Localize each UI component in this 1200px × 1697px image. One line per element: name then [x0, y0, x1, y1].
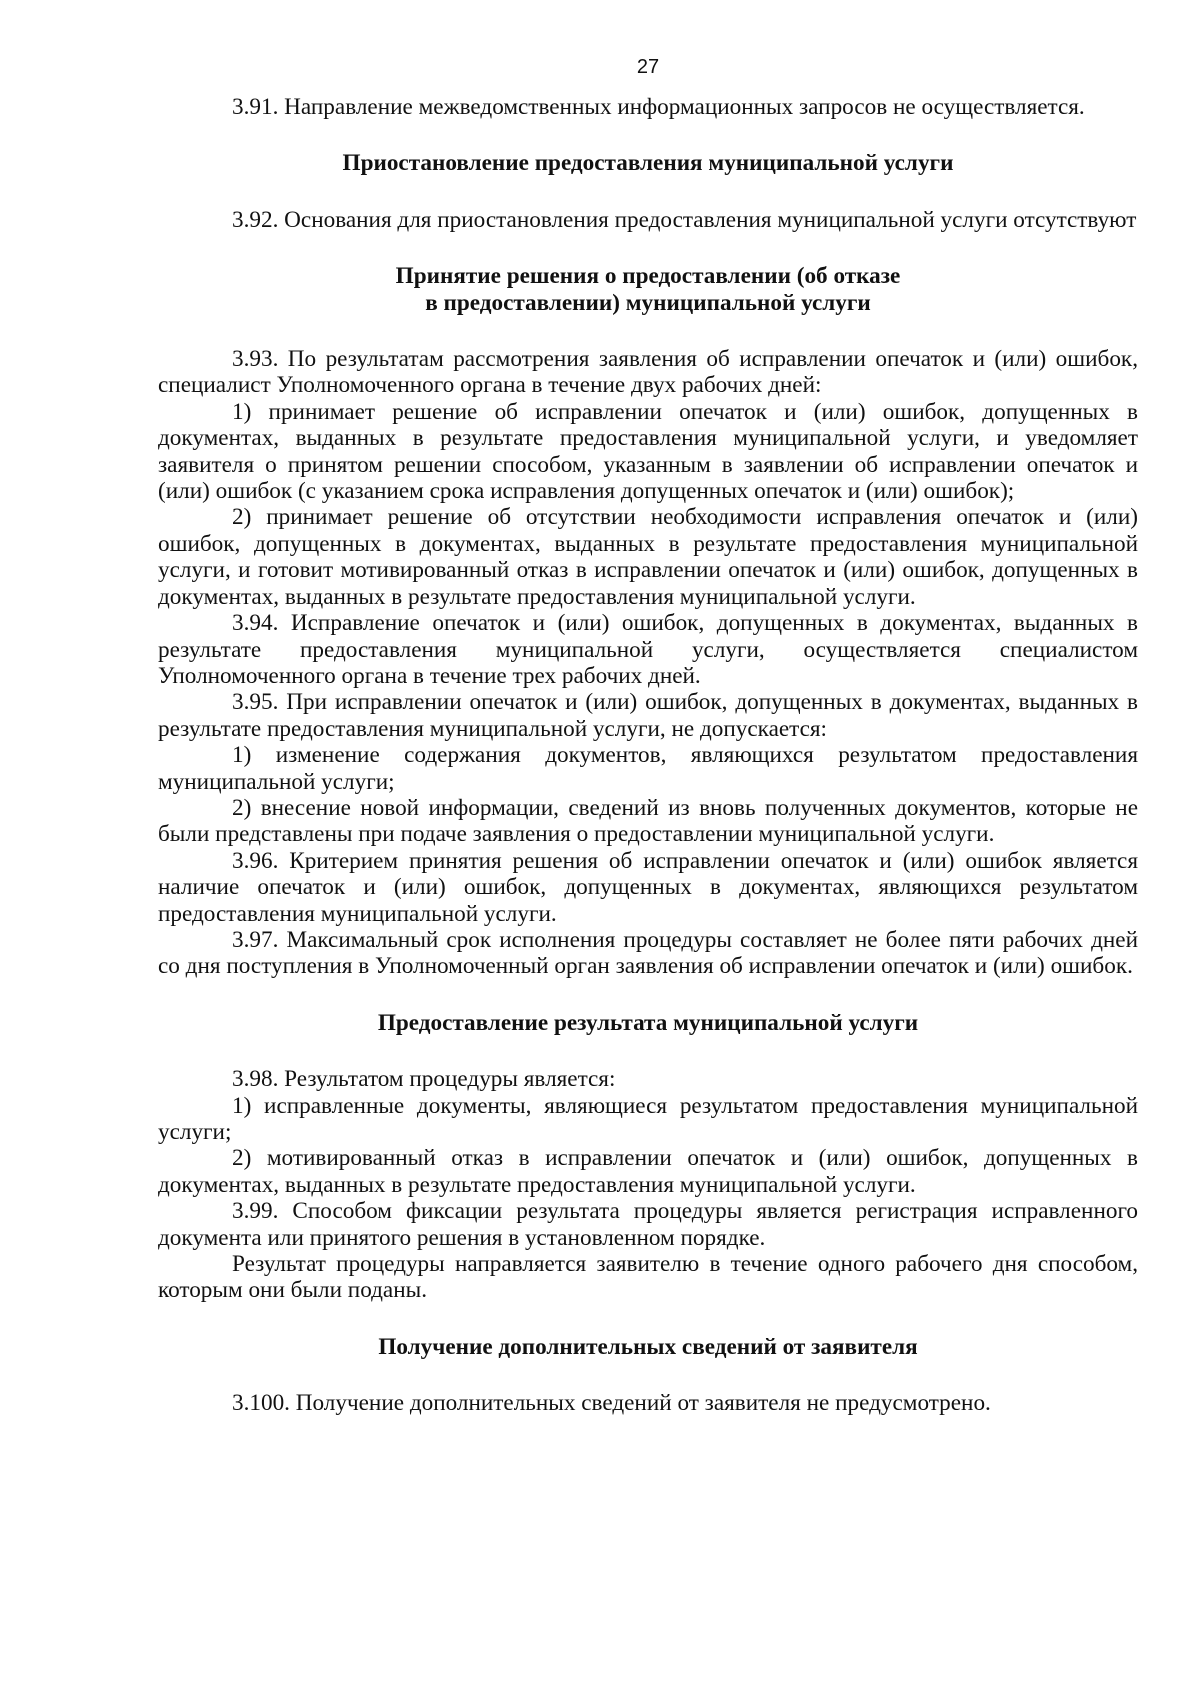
- paragraph-3-95: 3.95. При исправлении опечаток и (или) ошибок, допущенных в документах, выданных в результате предоставления муниципальной услуги, не допускается:: [158, 689, 1138, 742]
- paragraph-3-98-item-2: 2) мотивированный отказ в исправлении опечаток и (или) ошибок, допущенных в документах, выданных в результате предоставления муниципальной услуги.: [158, 1145, 1138, 1198]
- paragraph-3-96: 3.96. Критерием принятия решения об исправлении опечаток и (или) ошибок является наличие опечаток и (или) ошибок, допущенных в документах, являющихся результатом предоставления муниципальной услуги.: [158, 847, 1138, 927]
- paragraph-3-99: 3.99. Способом фиксации результата процедуры является регистрация исправленного документа или принятого решения в установленном порядке.: [158, 1198, 1138, 1251]
- section-heading-decision-line-2: в предоставлении) муниципальной услуги: [425, 289, 871, 316]
- paragraph-3-93-item-1: 1) принимает решение об исправлении опечаток и (или) ошибок, допущенных в документах, выданных в результате предоставления муниципальной услуги, и уведомляет заявителя о принятом решении способом, указанным в заявлении об исправлении опечаток и (или) ошибок (с указанием срока исправления допущенных опечаток и (или) ошибок);: [158, 398, 1138, 505]
- paragraph-3-91: 3.91. Направление межведомственных информационных запросов не осуществляется.: [232, 94, 1085, 120]
- page-number: 27: [636, 56, 660, 78]
- section-heading-suspension: Приостановление предоставления муниципальной услуги: [342, 150, 954, 177]
- section-heading-decision-line-1: Принятие решения о предоставлении (об отказе: [395, 263, 901, 290]
- paragraph-3-92: 3.92. Основания для приостановления предоставления муниципальной услуги отсутствуют: [232, 206, 1137, 233]
- paragraph-3-95-item-2: 2) внесение новой информации, сведений из вновь полученных документов, которые не были представлены при подаче заявления о предоставлении муниципальной услуги.: [158, 794, 1138, 848]
- paragraph-3-98-item-1: 1) исправленные документы, являющиеся результатом предоставления муниципальной услуги;: [158, 1092, 1138, 1145]
- paragraph-3-100: 3.100. Получение дополнительных сведений от заявителя не предусмотрено.: [232, 1390, 991, 1417]
- paragraph-3-98: 3.98. Результатом процедуры является:: [232, 1066, 616, 1093]
- section-heading-result: Предоставление результата муниципальной услуги: [377, 1009, 919, 1036]
- paragraph-3-99-result-delivery: Результат процедуры направляется заявителю в течение одного рабочего дня способом, которым они были поданы.: [158, 1251, 1138, 1304]
- paragraph-3-95-item-1: 1) изменение содержания документов, являющихся результатом предоставления муниципальной услуги;: [158, 742, 1138, 795]
- paragraph-3-93: 3.93. По результатам рассмотрения заявления об исправлении опечаток и (или) ошибок, специалист Уполномоченного органа в течение двух рабочих дней:: [158, 346, 1138, 399]
- section-heading-additional-info: Получение дополнительных сведений от заявителя: [378, 1333, 918, 1360]
- paragraph-3-93-item-2: 2) принимает решение об отсутствии необходимости исправления опечаток и (или) ошибок, допущенных в документах, выданных в результате предоставления муниципальной услуги, и готовит мотивированный отказ в исправлении опечаток и (или) ошибок, допущенных в документах, выданных в результате предоставления муниципальной услуги.: [158, 504, 1138, 610]
- document-page: [158, 52, 1138, 1417]
- paragraph-3-97: 3.97. Максимальный срок исполнения процедуры составляет не более пяти рабочих дней со дня поступления в Уполномоченный орган заявления об исправлении опечаток и (или) ошибок.: [158, 926, 1138, 980]
- paragraph-3-94: 3.94. Исправление опечаток и (или) ошибок, допущенных в документах, выданных в результате предоставления муниципальной услуги, осуществляется специалистом Уполномоченного органа в течение трех рабочих дней.: [158, 610, 1138, 689]
